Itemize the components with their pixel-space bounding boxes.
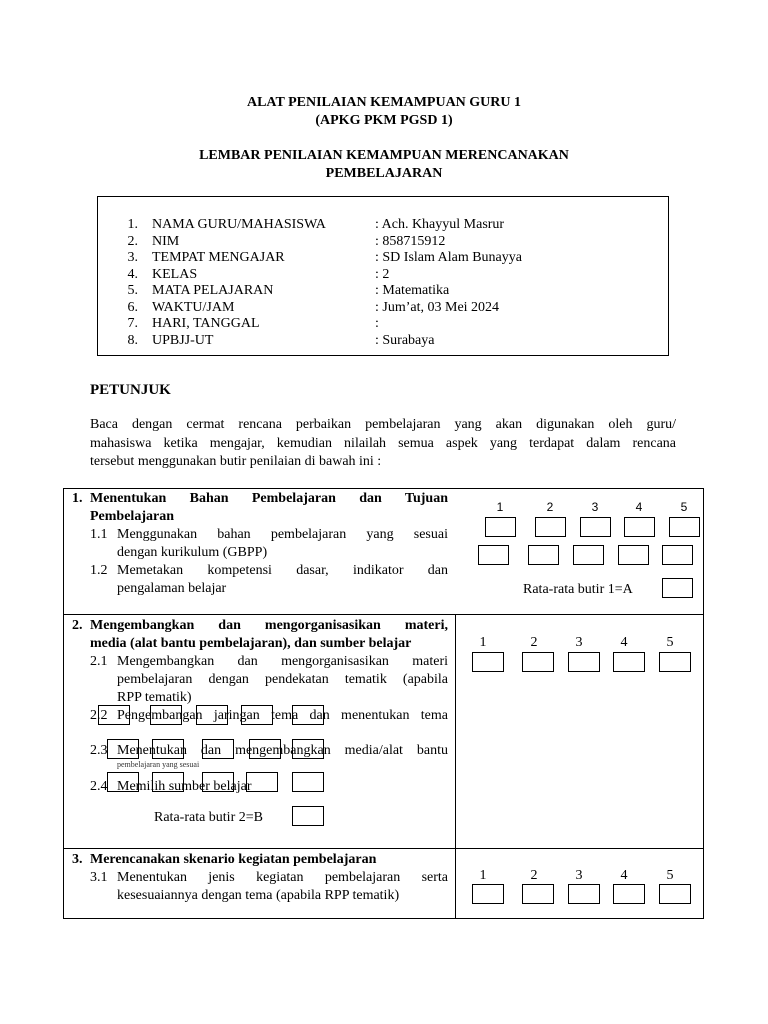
score-box[interactable] — [107, 772, 139, 792]
identity-row — [98, 267, 670, 283]
identity-value: : Ach. Khayyul Masrur — [375, 217, 505, 232]
identity-row — [98, 333, 670, 349]
section-title-cont: Pembelajaran — [90, 509, 174, 524]
scale-label: 4 — [620, 868, 628, 883]
score-box[interactable] — [202, 739, 234, 759]
average-score-box[interactable] — [662, 578, 693, 598]
score-box[interactable] — [522, 884, 554, 904]
score-box[interactable] — [152, 772, 184, 792]
identity-value: : — [375, 316, 379, 331]
score-box[interactable] — [196, 705, 228, 725]
item-text: Pengembangan jaringan tema dan menentukan tema — [117, 708, 448, 723]
score-box[interactable] — [568, 652, 600, 672]
identity-number: 5. — [127, 283, 138, 298]
item-text-cont: pembelajaran yang sesuai — [117, 760, 200, 769]
item-text-cont: dengan kurikulum (GBPP) — [117, 545, 268, 560]
identity-number: 1. — [127, 217, 138, 232]
identity-row — [98, 250, 670, 266]
scale-label: 2 — [530, 635, 538, 650]
score-box[interactable] — [152, 739, 184, 759]
score-box[interactable] — [485, 517, 516, 537]
scale-label: 5 — [666, 635, 674, 650]
scale-label: 1 — [479, 635, 487, 650]
item-number: 1.2 — [90, 563, 108, 578]
score-box[interactable] — [472, 884, 504, 904]
scale-label: 3 — [575, 868, 583, 883]
item-number: 3.1 — [90, 870, 108, 885]
table-row-divider — [63, 614, 704, 615]
scale-label: 5 — [666, 868, 674, 883]
table-border-bottom — [63, 918, 704, 919]
section-number: 3. — [72, 852, 83, 867]
identity-number: 4. — [127, 266, 138, 282]
item-text-cont: kesesuaiannya dengan tema (apabila RPP tematik) — [117, 888, 400, 903]
item-text: Memilih sumber belajar — [117, 779, 252, 794]
identity-box — [97, 196, 669, 356]
scale-label: 2 — [530, 868, 538, 883]
identity-number: 8. — [127, 332, 138, 348]
item-text: Menentukan jenis kegiatan pembelajaran serta — [117, 870, 448, 885]
identity-label: NIM — [152, 233, 180, 249]
scale-label: 4 — [620, 635, 628, 650]
section-title: Menentukan Bahan Pembelajaran dan Tujuan — [90, 491, 448, 506]
identity-number: 7. — [127, 316, 138, 331]
section-title: Mengembangkan dan mengorganisasikan materi, — [90, 618, 448, 633]
average-label: Rata-rata butir 1=A — [523, 582, 633, 597]
score-box[interactable] — [568, 884, 600, 904]
average-label: Rata-rata butir 2=B — [154, 810, 263, 825]
score-box[interactable] — [580, 517, 611, 537]
identity-row — [98, 316, 670, 332]
score-box[interactable] — [241, 705, 273, 725]
item-text-cont: pengalaman belajar — [117, 581, 227, 596]
identity-row — [98, 300, 670, 316]
identity-row — [98, 217, 670, 233]
table-column-divider — [455, 614, 456, 919]
section-number: 2. — [72, 618, 83, 633]
instructions-line: tersebut menggunakan butir penilaian di bawah ini : — [90, 454, 382, 469]
score-box[interactable] — [535, 517, 566, 537]
identity-number: 2. — [127, 233, 138, 249]
identity-row — [98, 283, 670, 299]
score-box[interactable] — [613, 652, 645, 672]
scale-label: 5 — [680, 500, 688, 514]
document-subtitle: (APKG PKM PGSD 1) — [315, 113, 453, 128]
item-text: Mengembangkan dan mengorganisasikan materi — [117, 654, 448, 669]
score-box[interactable] — [202, 772, 234, 792]
item-number: 2.3 — [90, 743, 108, 758]
identity-value: : Jum’at, 03 Mei 2024 — [375, 299, 500, 315]
scale-label: 3 — [591, 500, 599, 514]
score-box[interactable] — [669, 517, 700, 537]
scale-label: 1 — [479, 868, 487, 883]
item-text-cont: RPP tematik) — [117, 690, 192, 705]
score-box[interactable] — [246, 772, 278, 792]
item-text: Menentukan dan mengembangkan media/alat bantu — [117, 743, 448, 758]
score-box[interactable] — [522, 652, 554, 672]
section-title-cont: media (alat bantu pembelajaran), dan sumber belajar — [90, 636, 412, 651]
item-text-cont: pembelajaran dengan pendekatan tematik (apabila — [117, 672, 448, 687]
score-box[interactable] — [150, 705, 182, 725]
score-box[interactable] — [472, 652, 504, 672]
identity-label: WAKTU/JAM — [152, 299, 235, 315]
score-box[interactable] — [573, 545, 604, 565]
scale-label: 1 — [496, 500, 504, 514]
score-box[interactable] — [528, 545, 559, 565]
scale-label: 4 — [635, 500, 643, 514]
score-box[interactable] — [478, 545, 509, 565]
score-box[interactable] — [98, 705, 130, 725]
identity-label: KELAS — [152, 266, 198, 282]
table-border-left — [63, 488, 64, 919]
table-row-divider — [63, 848, 704, 849]
identity-value: : Surabaya — [375, 332, 435, 348]
score-box[interactable] — [249, 739, 281, 759]
score-box[interactable] — [618, 545, 649, 565]
identity-value: : SD Islam Alam Bunayya — [375, 250, 522, 265]
identity-label: MATA PELAJARAN — [152, 283, 274, 298]
sheet-title: LEMBAR PENILAIAN KEMAMPUAN MERENCANAKAN — [199, 148, 569, 163]
section-number: 1. — [72, 491, 83, 506]
scale-label: 2 — [546, 500, 554, 514]
score-box[interactable] — [662, 545, 693, 565]
item-text: Menggunakan bahan pembelajaran yang sesuai — [117, 527, 448, 542]
identity-label: UPBJJ-UT — [152, 332, 214, 348]
sheet-title-line2: PEMBELAJARAN — [325, 166, 443, 181]
table-border-right — [703, 488, 704, 919]
identity-value: : 858715912 — [375, 233, 446, 249]
identity-number: 3. — [127, 250, 138, 265]
item-number: 2.4 — [90, 779, 108, 794]
section-title: Merencanakan skenario kegiatan pembelajaran — [90, 852, 377, 867]
instructions-line: Baca dengan cermat rencana perbaikan pembelajaran yang akan digunakan oleh guru/ — [90, 417, 676, 432]
item-number: 2.1 — [90, 654, 108, 669]
identity-row — [98, 234, 670, 250]
score-box[interactable] — [292, 772, 324, 792]
score-box[interactable] — [659, 652, 691, 672]
score-box[interactable] — [292, 705, 324, 725]
instructions-heading: PETUNJUK — [90, 382, 171, 398]
identity-value: : 2 — [375, 266, 390, 282]
item-number: 2.2 — [90, 708, 108, 723]
score-box[interactable] — [613, 884, 645, 904]
score-box[interactable] — [107, 739, 139, 759]
score-box[interactable] — [624, 517, 655, 537]
score-box[interactable] — [659, 884, 691, 904]
identity-label: NAMA GURU/MAHASISWA — [152, 217, 326, 232]
identity-value: : Matematika — [375, 283, 450, 298]
instructions-line: mahasiswa ketika mengajar, kemudian nilailah semua aspek yang terdapat dalam rencana — [90, 435, 676, 451]
table-border-top — [63, 488, 704, 489]
score-box[interactable] — [292, 739, 324, 759]
item-number: 1.1 — [90, 527, 108, 542]
average-score-box[interactable] — [292, 806, 324, 826]
identity-number: 6. — [127, 299, 138, 315]
document-title: ALAT PENILAIAN KEMAMPUAN GURU 1 — [246, 95, 522, 110]
scale-label: 3 — [575, 635, 583, 650]
identity-label: TEMPAT MENGAJAR — [152, 250, 285, 265]
item-text: Memetakan kompetensi dasar, indikator dan — [117, 563, 448, 578]
identity-label: HARI, TANGGAL — [152, 316, 260, 331]
